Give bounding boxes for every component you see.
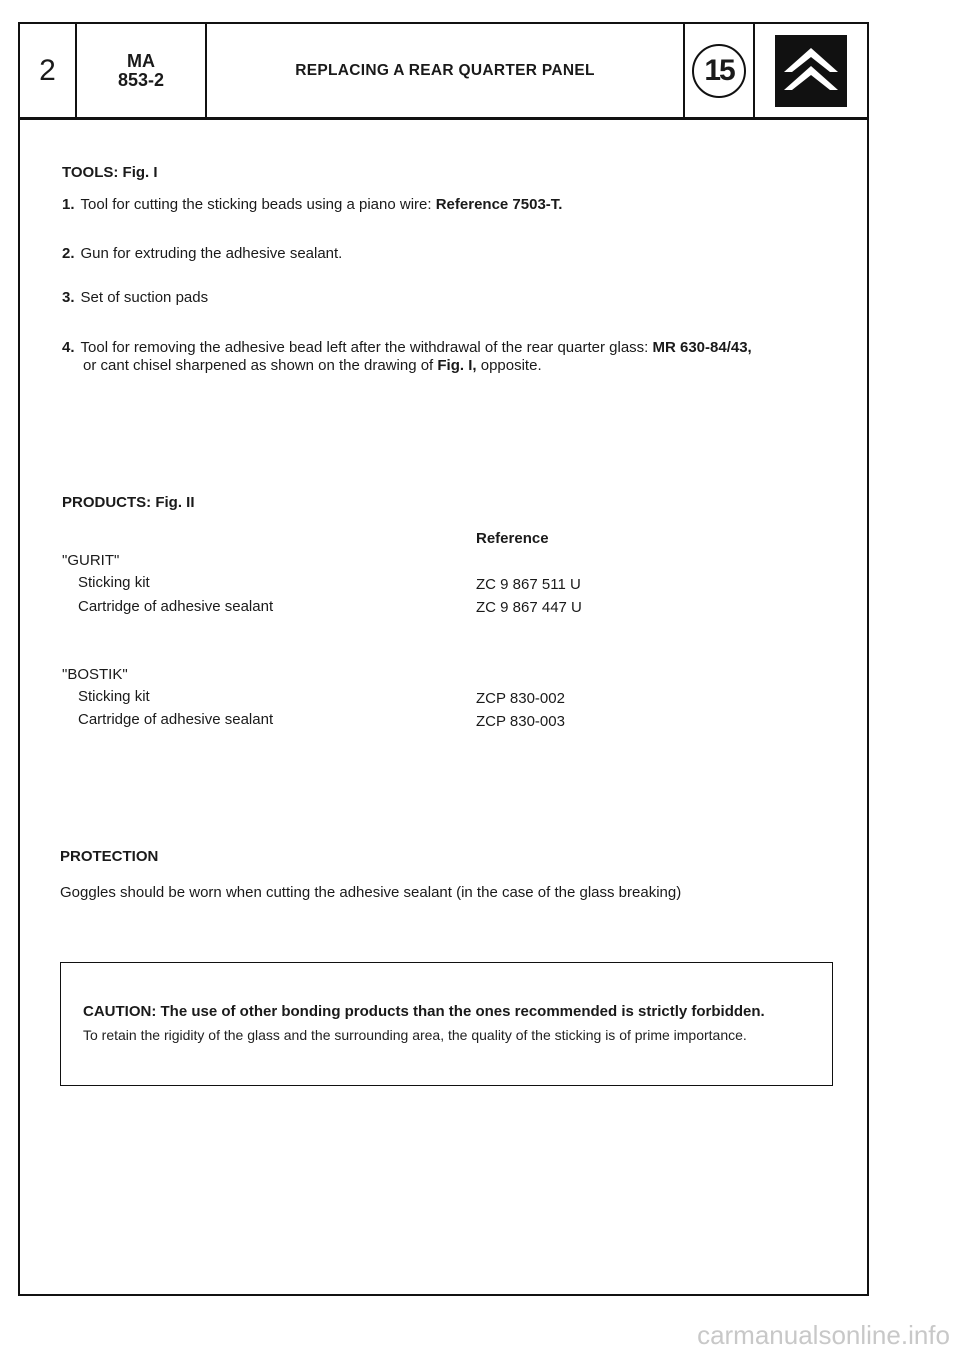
tool-item-2 — [62, 245, 852, 263]
manual-code-line1: MA — [127, 50, 155, 71]
manual-code — [77, 24, 207, 117]
header-bar — [20, 24, 867, 120]
section-badge — [685, 24, 755, 117]
watermark-text: carmanualsonline.info — [697, 1320, 950, 1350]
product-label: Cartridge of adhesive sealant — [78, 598, 274, 615]
page-frame — [18, 22, 869, 1296]
caution-title: CAUTION: The use of other bonding products than the ones recommended is strictly forbidden. — [83, 1003, 765, 1020]
product-label: Sticking kit — [78, 574, 150, 591]
product-label: Cartridge of adhesive sealant — [78, 711, 274, 728]
tool-item-text: Tool for cutting the sticking beads using a piano wire: — [80, 196, 436, 213]
product-ref: ZC 9 867 447 U — [476, 599, 582, 616]
caution-text: To retain the rigidity of the glass and the surrounding area, the quality of the sticking is of prime importance. — [83, 1027, 747, 1043]
tool-item-ref: MR 630-84/43, — [652, 339, 752, 356]
brand-logo — [755, 24, 867, 117]
tool-item-line2 — [62, 357, 852, 375]
page-number: 2 — [20, 24, 77, 117]
section-number-circle: 15 — [692, 44, 746, 98]
tools-title: TOOLS: Fig. I — [62, 164, 158, 181]
reference-header: Reference — [476, 530, 549, 547]
tool-item-num: 3. — [62, 289, 75, 306]
products-title: PRODUCTS: Fig. II — [62, 494, 195, 511]
product-ref: ZC 9 867 511 U — [476, 576, 581, 593]
chevron-logo-icon — [775, 35, 847, 107]
tool-item-text: Set of suction pads — [80, 289, 209, 306]
tool-item-1 — [62, 196, 852, 214]
product-label: Sticking kit — [78, 688, 150, 705]
brand-gurit: "GURIT" — [62, 552, 120, 569]
tool-item-ref: Reference 7503-T. — [435, 196, 563, 213]
tool-item-num: 4. — [62, 339, 75, 356]
tool-item-line2-post: opposite. — [476, 357, 542, 374]
tool-item-line2-ref: Fig. I, — [437, 357, 477, 374]
tool-item-text: Tool for removing the adhesive bead left after the withdrawal of the rear quarter glass: — [80, 339, 653, 356]
caution-box — [60, 962, 833, 1086]
tool-item-text: Gun for extruding the adhesive sealant. — [80, 245, 343, 262]
product-ref: ZCP 830-003 — [476, 713, 565, 730]
protection-title: PROTECTION — [60, 848, 159, 865]
tool-item-4 — [62, 339, 852, 375]
tool-item-num: 1. — [62, 196, 75, 213]
page-title: REPLACING A REAR QUARTER PANEL — [207, 24, 685, 117]
tool-item-3 — [62, 289, 852, 307]
brand-bostik: "BOSTIK" — [62, 666, 128, 683]
product-ref: ZCP 830-002 — [476, 690, 565, 707]
tool-item-num: 2. — [62, 245, 75, 262]
tool-item-line2-pre: or cant chisel sharpened as shown on the drawing of — [83, 357, 438, 374]
manual-code-line2: 853-2 — [117, 69, 165, 90]
protection-text: Goggles should be worn when cutting the adhesive sealant (in the case of the glass breaking) — [60, 884, 682, 901]
